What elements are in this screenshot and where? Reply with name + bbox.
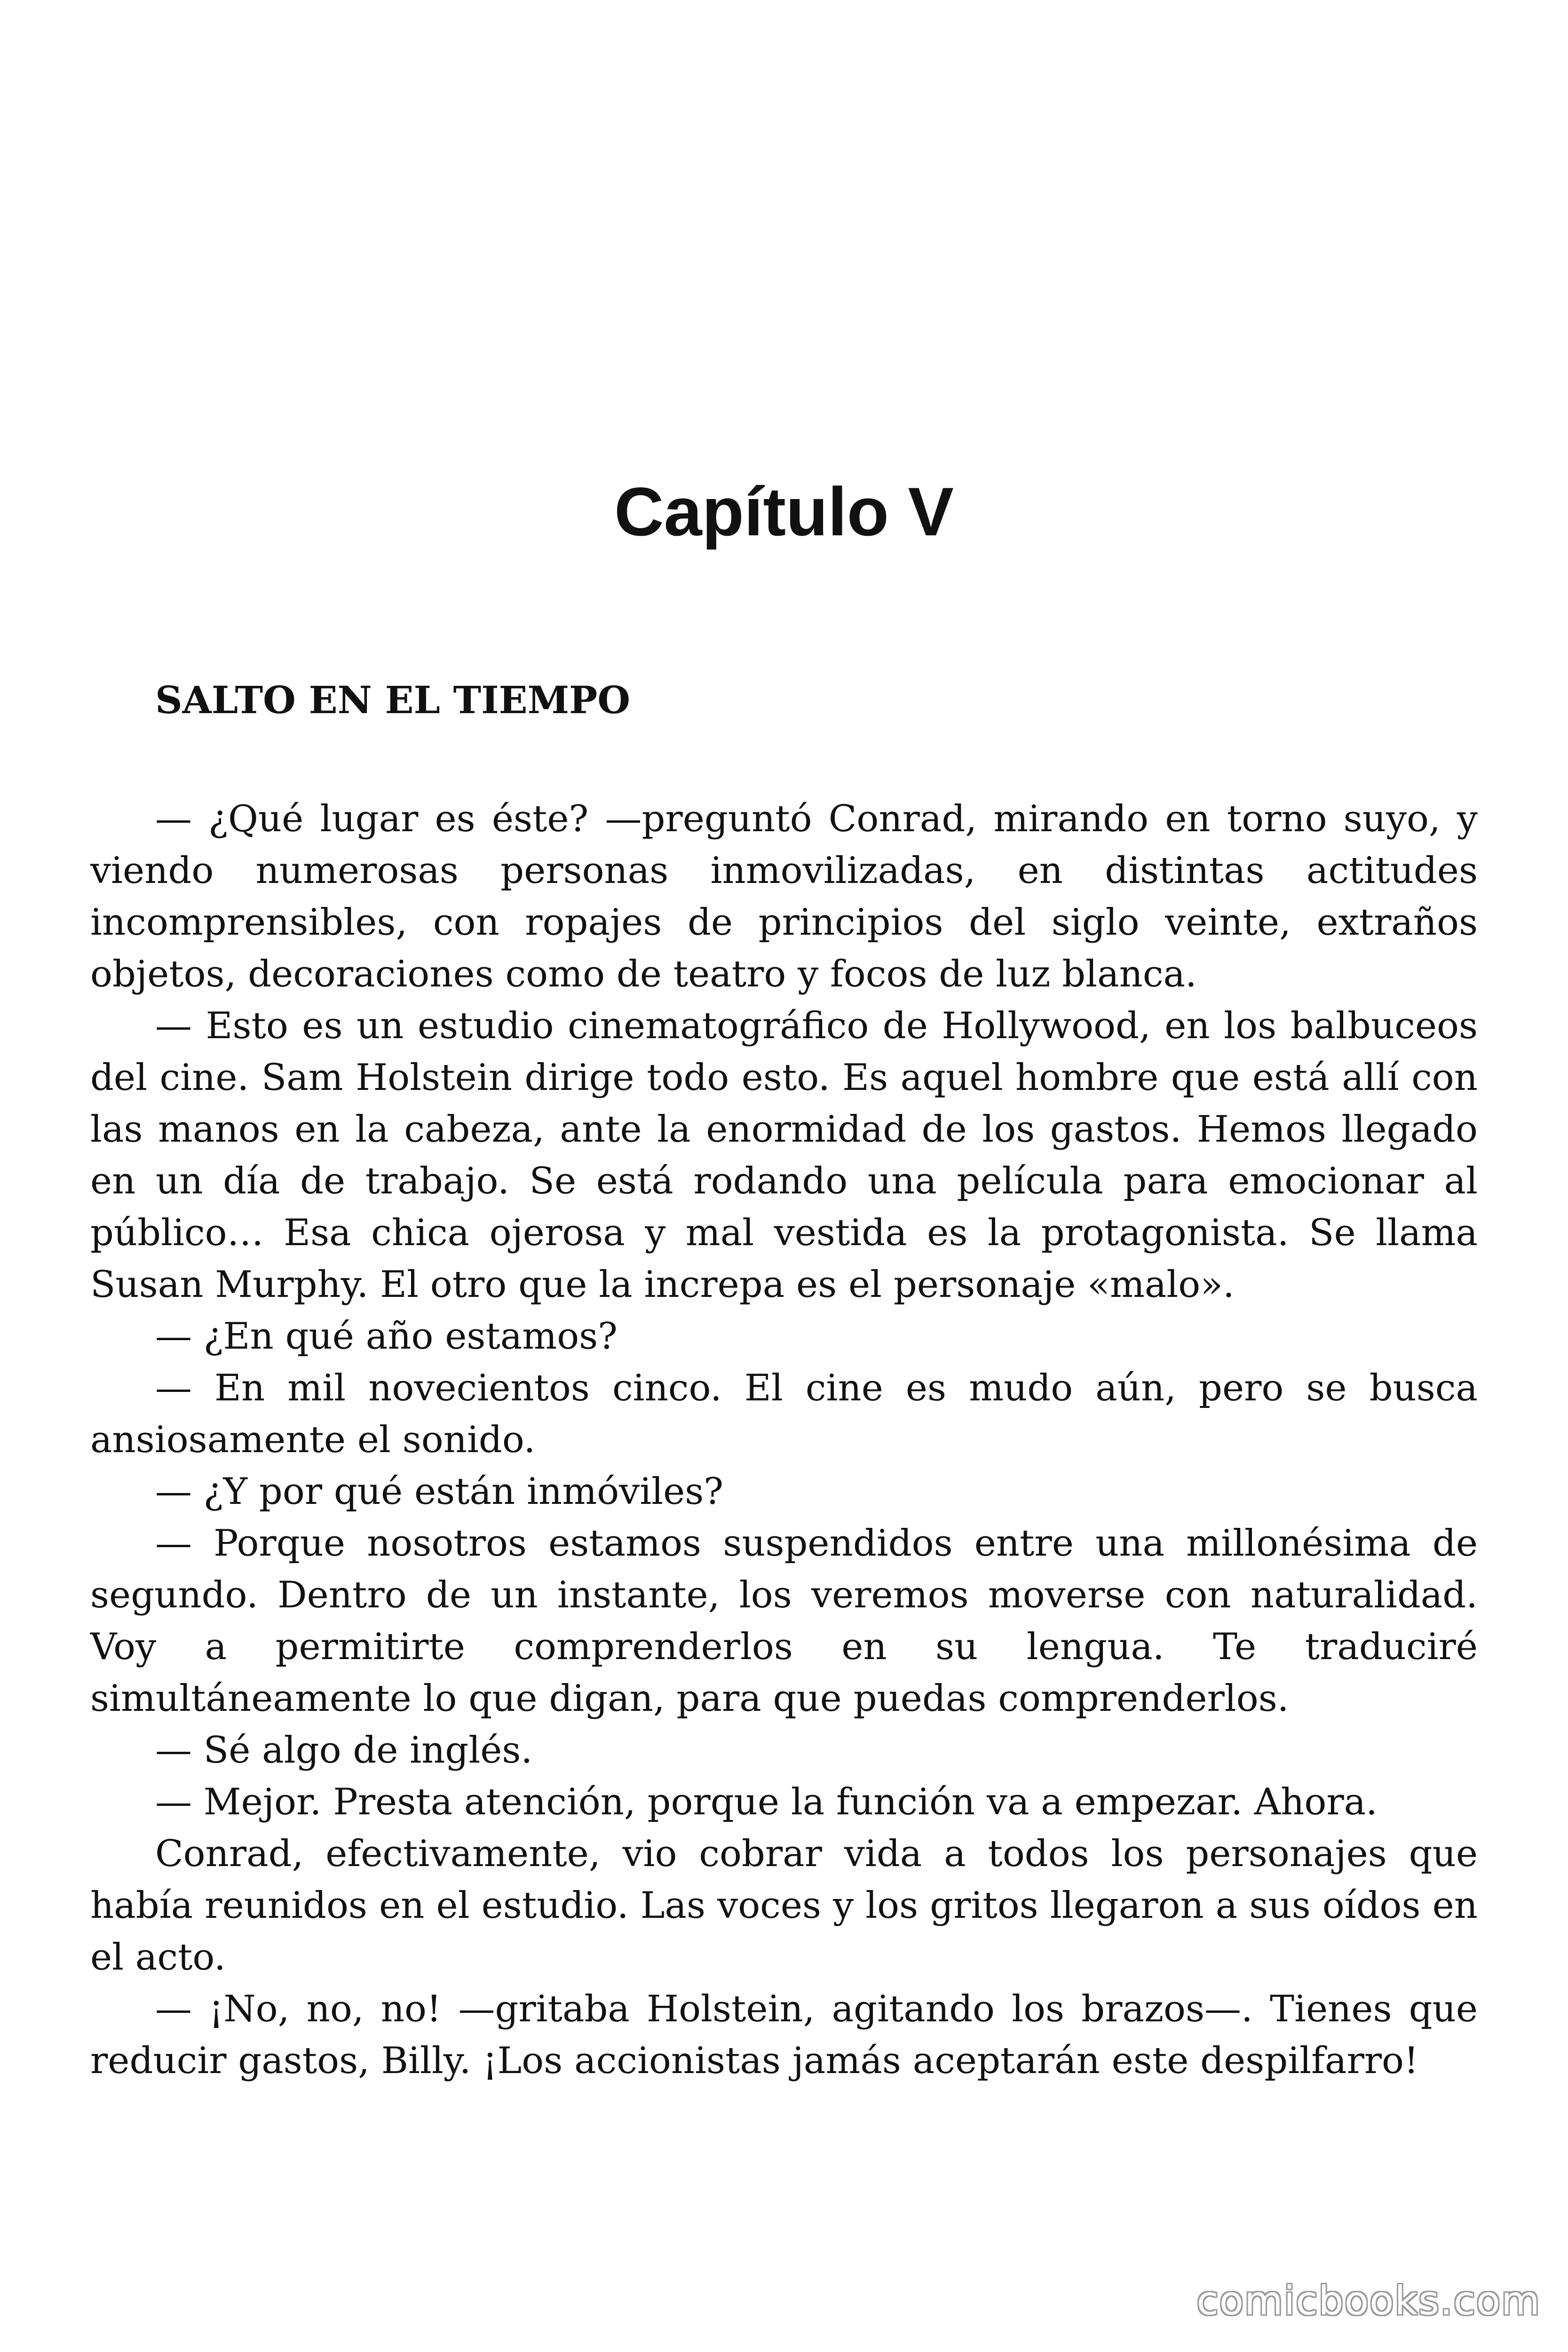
paragraph: Conrad, efectivamente, vio cobrar vida a todos los personajes que había reunidos en el estudio. Las voces y los gritos llegaron a sus oídos en el acto. [90, 1833, 1478, 1979]
watermark: comicbooks.com [1196, 2278, 1541, 2324]
paragraph: — Porque nosotros estamos suspendidos entre una millonésima de segundo. Dentro de un instante, los veremos moverse con naturalidad. Voy a permitirte comprenderlos en su lengua. Te traduciré simultáneamente lo que digan, para que puedas comprenderlos. [90, 1522, 1478, 1720]
section-heading: SALTO EN EL TIEMPO [155, 678, 630, 722]
paragraph: — Sé algo de inglés. [155, 1729, 533, 1772]
paragraph: — ¿En qué año estamos? [155, 1315, 618, 1358]
paragraph: — ¡No, no, no! —gritaba Holstein, agitando los brazos—. Tienes que reducir gastos, Billy. ¡Los accionistas jamás aceptarán este despilfarro! [90, 1988, 1478, 2082]
paragraph: — En mil novecientos cinco. El cine es mudo aún, pero se busca ansiosamente el sonido. [90, 1367, 1478, 1461]
chapter-body [90, 793, 1478, 2087]
paragraph: — ¿Y por qué están inmóviles? [155, 1470, 724, 1513]
paragraph: — Mejor. Presta atención, porque la función va a empezar. Ahora. [155, 1781, 1378, 1823]
chapter-title: Capítulo V [614, 473, 954, 550]
paragraph: — Esto es un estudio cinematográfico de Hollywood, en los balbuceos del cine. Sam Holstein dirige todo esto. Es aquel hombre que está allí con las manos en la cabeza, ante la enormidad de los gastos. Hemos llegado en un día de trabajo. Se está rodando una película para emocionar al público… Esa chica ojerosa y mal vestida es la protagonista. Se llama Susan Murphy. El otro que la increpa es el personaje «malo». [90, 1005, 1478, 1306]
paragraph: — ¿Qué lugar es éste? —preguntó Conrad, mirando en torno suyo, y viendo numerosas personas inmovilizadas, en distintas actitudes incomprensibles, con ropajes de principios del siglo veinte, extraños objetos, decoraciones como de teatro y focos de luz blanca. [90, 798, 1478, 995]
